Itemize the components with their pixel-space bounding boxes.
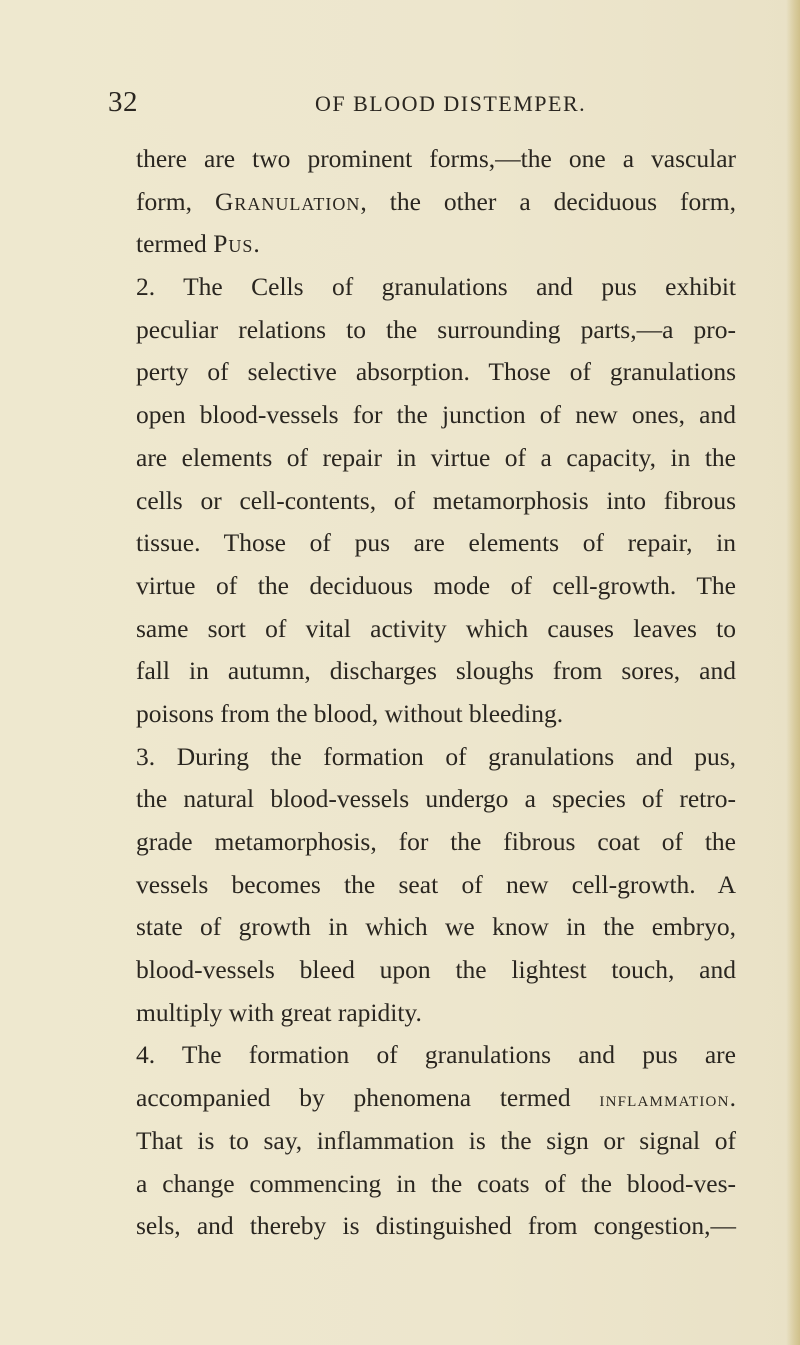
running-head: OF BLOOD DISTEMPER. <box>315 91 587 116</box>
text-segment: . <box>253 229 260 259</box>
page-header <box>108 82 768 122</box>
text-line: fall in autumn, discharges sloughs from sores, and <box>136 656 736 686</box>
page-number: 32 <box>108 86 138 118</box>
text-segment: . <box>729 1083 736 1113</box>
paragraph-start-line: 2. The Cells of granulations and pus exhibit <box>136 272 736 302</box>
text-line: cells or cell-contents, of metamorphosis into fibrous <box>136 485 736 515</box>
text-segment: accompanied by phenomena termed <box>136 1083 600 1113</box>
text-line: state of growth in which we know in the embryo, <box>136 912 736 942</box>
text-line: blood-vessels bleed upon the lightest touch, and <box>136 955 736 985</box>
text-line: same sort of vital activity which causes leaves to <box>136 613 736 643</box>
text-line <box>136 1077 736 1120</box>
text-line <box>136 223 736 266</box>
text-line: virtue of the deciduous mode of cell-growth. The <box>136 570 736 600</box>
text-line: sels, and thereby is distinguished from congestion,— <box>136 1211 736 1241</box>
text-line: multiply with great rapidity. <box>136 997 422 1027</box>
text-line: there are two prominent forms,—the one a vascular <box>136 144 736 173</box>
text-line: tissue. Those of pus are elements of repair, in <box>136 528 736 558</box>
text-line: are elements of repair in virtue of a capacity, in the <box>136 442 736 472</box>
text-line: a change commencing in the coats of the blood-ves- <box>136 1168 736 1198</box>
term-inflammation: inflammation <box>599 1087 730 1112</box>
text-line: grade metamorphosis, for the fibrous coat of the <box>136 827 736 856</box>
term-granulation: Granulation <box>214 186 361 216</box>
text-line: poisons from the blood, without bleeding. <box>136 698 564 728</box>
text-line: open blood-vessels for the junction of new ones, and <box>136 400 736 430</box>
text-segment: termed <box>136 229 214 259</box>
text-line <box>136 181 736 224</box>
text-line: peculiar relations to the surrounding parts,—a pro- <box>136 314 736 344</box>
paragraph-start-line: 3. During the formation of granulations and pus, <box>136 741 736 771</box>
text-line: the natural blood-vessels undergo a species of retro- <box>136 784 736 814</box>
text-segment: , the other a deciduous form, <box>360 186 737 216</box>
text-segment: form, <box>136 186 215 216</box>
text-line: vessels becomes the seat of new cell-growth. A <box>136 869 736 899</box>
text-line: That is to say, inflammation is the sign or signal of <box>136 1125 736 1155</box>
body-text <box>136 138 736 1248</box>
text-line: perty of selective absorption. Those of granulations <box>136 357 736 387</box>
paragraph-start-line: 4. The formation of granulations and pus are <box>136 1040 736 1070</box>
term-pus: Pus <box>213 229 254 259</box>
page-edge-shadow <box>786 0 800 1345</box>
